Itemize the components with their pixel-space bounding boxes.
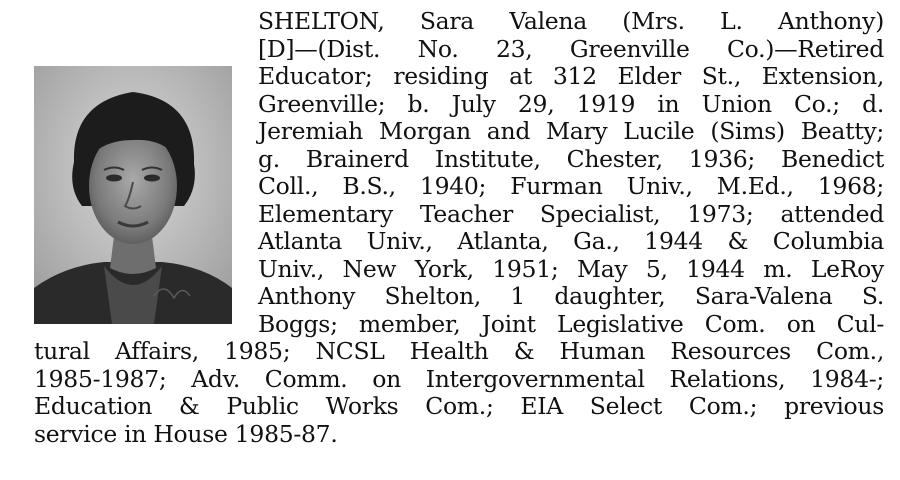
bio-line: Education & Public Works Com.; EIA Select Com.; previous: [34, 392, 884, 420]
bio-line: SHELTON, Sara Valena (Mrs. L. Anthony): [258, 7, 884, 35]
bio-line: tural Affairs, 1985; NCSL Health & Human Resources Com.,: [34, 337, 884, 365]
bio-line: Jeremiah Morgan and Mary Lucile (Sims) Beatty;: [258, 117, 884, 145]
bio-line: Greenville; b. July 29, 1919 in Union Co.; d.: [258, 89, 884, 118]
bio-line: Educator; residing at 312 Elder St., Extension,: [258, 62, 884, 90]
bio-line: 1985-1987; Adv. Comm. on Intergovernmental Relations, 1984-;: [34, 364, 884, 393]
portrait-photo: [34, 66, 232, 324]
bio-line: Elementary Teacher Specialist, 1973; attended: [258, 199, 884, 228]
bio-line: Anthony Shelton, 1 daughter, Sara-Valena S.: [258, 282, 884, 310]
bio-line: Coll., B.S., 1940; Furman Univ., M.Ed., 1968;: [258, 172, 884, 200]
bio-line: [D]—(Dist. No. 23, Greenville Co.)—Retired: [258, 34, 884, 63]
bio-line: Boggs; member, Joint Legislative Com. on Cul-: [258, 309, 884, 338]
bio-line: Atlanta Univ., Atlanta, Ga., 1944 & Columbia: [258, 227, 884, 255]
bio-line: Univ., New York, 1951; May 5, 1944 m. LeRoy: [258, 254, 884, 283]
bio-line: g. Brainerd Institute, Chester, 1936; Benedict: [258, 144, 884, 173]
bio-line: service in House 1985-87.: [34, 419, 338, 448]
